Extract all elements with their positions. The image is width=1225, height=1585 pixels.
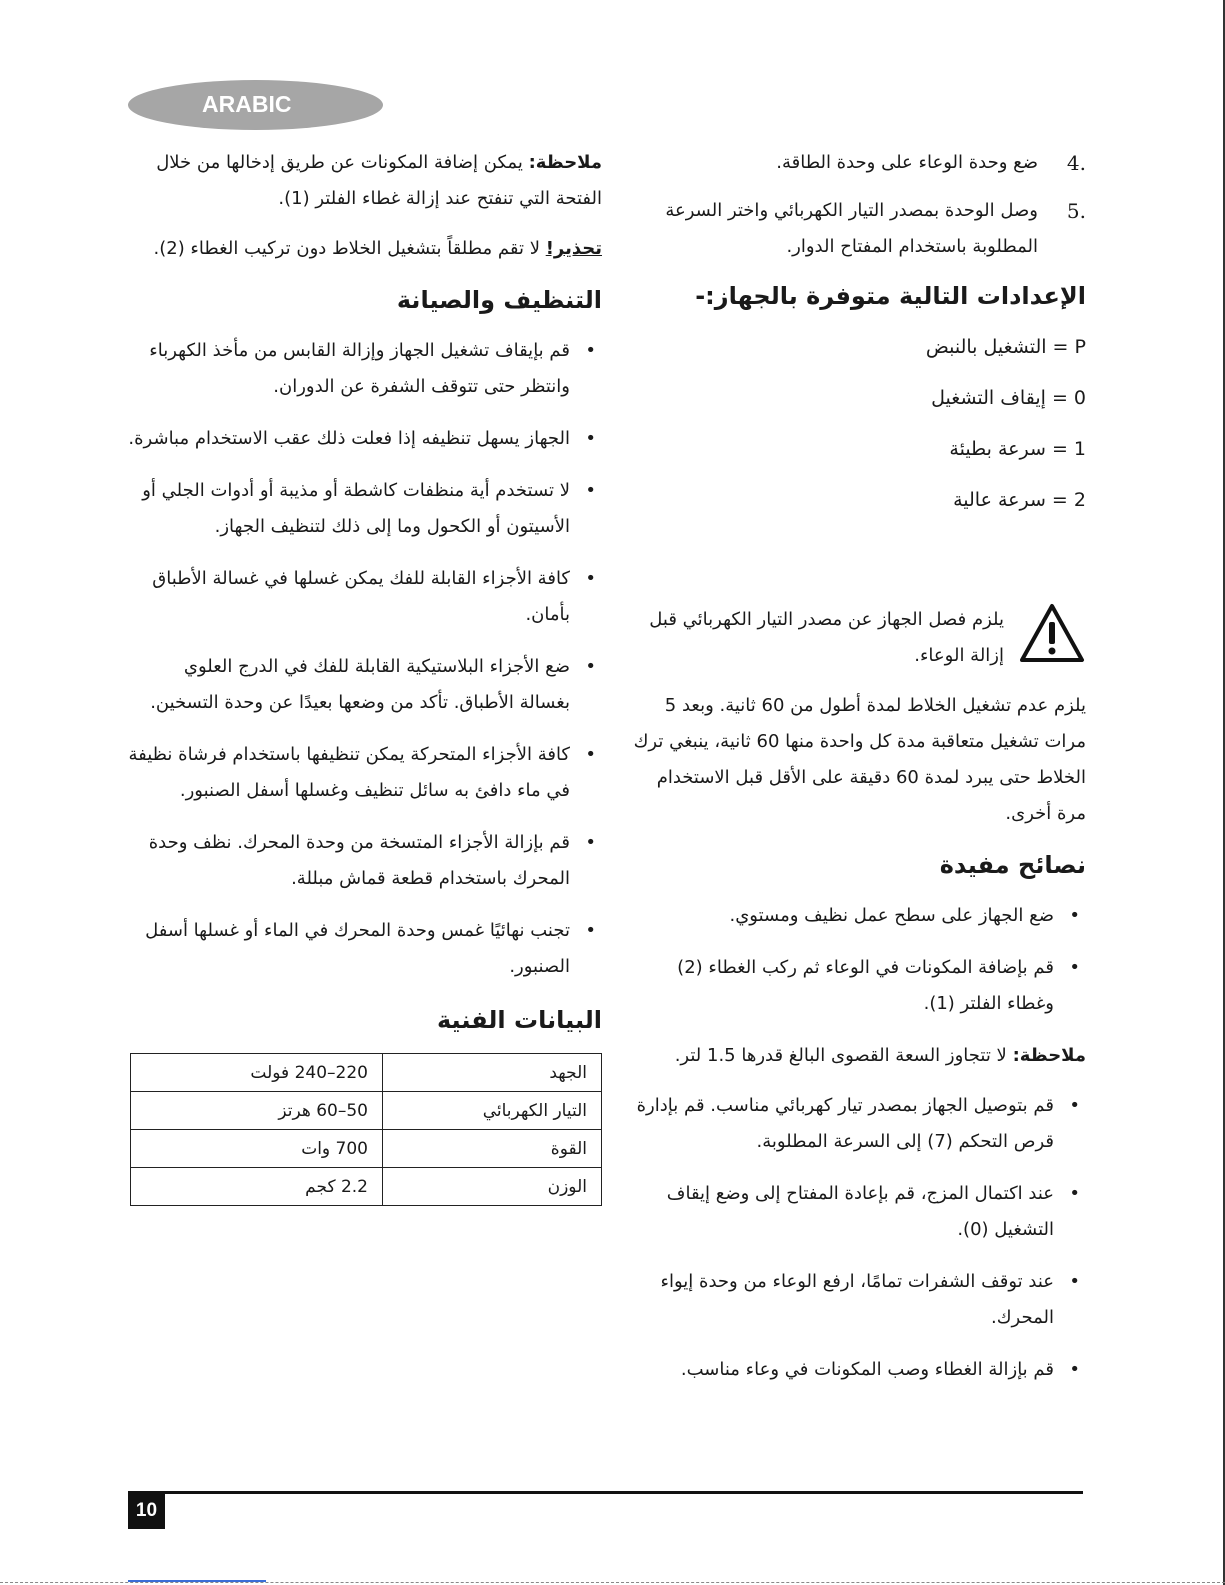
note-text: يمكن إضافة المكونات عن طريق إدخالها من خلال الفتحة التي تنفتح عند إزالة غطاء الفلتر (1). (156, 152, 602, 209)
list-item: • قم بإزالة الأجزاء المتسخة من وحدة المحرك. نظف وحدة المحرك باستخدام قطعة قماش مبللة. (128, 825, 602, 897)
list-item: • قم بإيقاف تشغيل الجهاز وإزالة القابس من مأخذ الكهرباء وانتظر حتى تتوقف الشفرة عن الدوران. (128, 333, 602, 405)
table-row (131, 1168, 602, 1206)
list-item: • قم بإضافة المكونات في الوعاء ثم ركب الغطاء (2) وغطاء الفلتر (1). (628, 950, 1086, 1022)
page-number: 10 (128, 1492, 165, 1529)
cleaning-list (128, 333, 602, 985)
note-label: ملاحظة: (528, 152, 602, 173)
filter-note (128, 145, 602, 217)
settings-list (628, 329, 1086, 518)
list-item: • لا تستخدم أية منظفات كاشطة أو مذيبة أو أدوات الجلي أو الأسيتون أو الكحول وما إلى ذلك لتنظيف الجهاز. (128, 473, 602, 545)
setting-item: 2 = سرعة عالية (953, 489, 1086, 511)
language-tab (128, 80, 383, 130)
warning-triangle-icon (1018, 602, 1086, 664)
list-item: • الجهاز يسهل تنظيفه إذا فعلت ذلك عقب الاستخدام مباشرة. (128, 421, 602, 457)
warning-label: تحذير! (545, 238, 602, 259)
spec-label: القوة (383, 1130, 602, 1168)
tips-list (628, 898, 1086, 1022)
list-item: • قم بإزالة الغطاء وصب المكونات في وعاء مناسب. (628, 1352, 1086, 1388)
spec-label: الوزن (383, 1168, 602, 1206)
capacity-note-label: ملاحظة: (1012, 1045, 1086, 1066)
setting-item: P = التشغيل بالنبض (925, 336, 1086, 358)
right-column (628, 145, 1086, 1404)
bottom-dotted-rule (0, 1582, 1225, 1583)
setting-item: 1 = سرعة بطيئة (949, 438, 1086, 460)
spec-value: 220–240 فولت (131, 1054, 383, 1092)
specs-table (130, 1053, 602, 1206)
table-row (131, 1130, 602, 1168)
lid-warning (128, 231, 602, 267)
caution-text: يلزم فصل الجهاز عن مصدر التيار الكهربائي قبل إزالة الوعاء. (649, 609, 1004, 666)
step-text: ضع وحدة الوعاء على وحدة الطاقة. (776, 152, 1038, 173)
run-time-note: يلزم عدم تشغيل الخلاط لمدة أطول من 60 ثانية. وبعد 5 مرات تشغيل متعاقبة مدة كل واحدة منها 60 ثانية، ينبغي ترك الخلاط حتى يبرد لمدة 60 دقيقة على الأقل قبل الاستخدام مرة أخرى. (633, 695, 1086, 824)
step-number: 5. (1066, 199, 1086, 223)
list-item: • تجنب نهائيًا غمس وحدة المحرك في الماء أو غسلها أسفل الصنبور. (128, 913, 602, 985)
caution-block (628, 602, 1086, 674)
list-item: • عند توقف الشفرات تمامًا، ارفع الوعاء من وحدة إيواء المحرك. (628, 1264, 1086, 1336)
spec-value: 2.2 كجم (131, 1168, 383, 1206)
tips-list-continued (628, 1088, 1086, 1388)
language-label: ARABIC (202, 91, 292, 117)
footer-rule (128, 1491, 1083, 1494)
warning-text: لا تقم مطلقاً بتشغيل الخلاط دون تركيب الغطاء (2). (153, 238, 540, 259)
step-item (628, 145, 1086, 181)
spec-label: التيار الكهربائي (383, 1092, 602, 1130)
capacity-note (628, 1038, 1086, 1074)
bottom-link-bar (128, 1580, 266, 1582)
list-item: • كافة الأجزاء القابلة للفك يمكن غسلها في غسالة الأطباق بأمان. (128, 561, 602, 633)
spec-value: 50–60 هرتز (131, 1092, 383, 1130)
step-item (628, 193, 1086, 265)
left-column (128, 145, 602, 1206)
list-item: • عند اكتمال المزج، قم بإعادة المفتاح إلى وضع إيقاف التشغيل (0). (628, 1176, 1086, 1248)
setting-item: 0 = إيقاف التشغيل (931, 387, 1086, 409)
table-row (131, 1054, 602, 1092)
spec-value: 700 وات (131, 1130, 383, 1168)
list-item: • كافة الأجزاء المتحركة يمكن تنظيفها باستخدام فرشاة نظيفة في ماء دافئ به سائل تنظيف وغسلها أسفل الصنبور. (128, 737, 602, 809)
settings-heading: الإعدادات التالية متوفرة بالجهاز:- (695, 282, 1086, 310)
table-row (131, 1092, 602, 1130)
spec-label: الجهد (383, 1054, 602, 1092)
steps-list (628, 145, 1086, 265)
step-text: وصل الوحدة بمصدر التيار الكهربائي واختر السرعة المطلوبة باستخدام المفتاح الدوار. (665, 200, 1038, 257)
step-number: 4. (1066, 151, 1086, 175)
tips-heading: نصائح مفيدة (939, 851, 1086, 879)
cleaning-heading: التنظيف والصيانة (396, 286, 602, 314)
specs-heading: البيانات الفنية (437, 1006, 602, 1034)
list-item: • ضع الجهاز على سطح عمل نظيف ومستوي. (628, 898, 1086, 934)
list-item: • ضع الأجزاء البلاستيكية القابلة للفك في الدرج العلوي بغسالة الأطباق. تأكد من وضعها بعيدًا عن وحدة التسخين. (128, 649, 602, 721)
capacity-note-text: لا تتجاوز السعة القصوى البالغ قدرها 1.5 لتر. (674, 1045, 1007, 1066)
list-item: • قم بتوصيل الجهاز بمصدر تيار كهربائي مناسب. قم بإدارة قرص التحكم (7) إلى السرعة المطلوبة. (628, 1088, 1086, 1160)
